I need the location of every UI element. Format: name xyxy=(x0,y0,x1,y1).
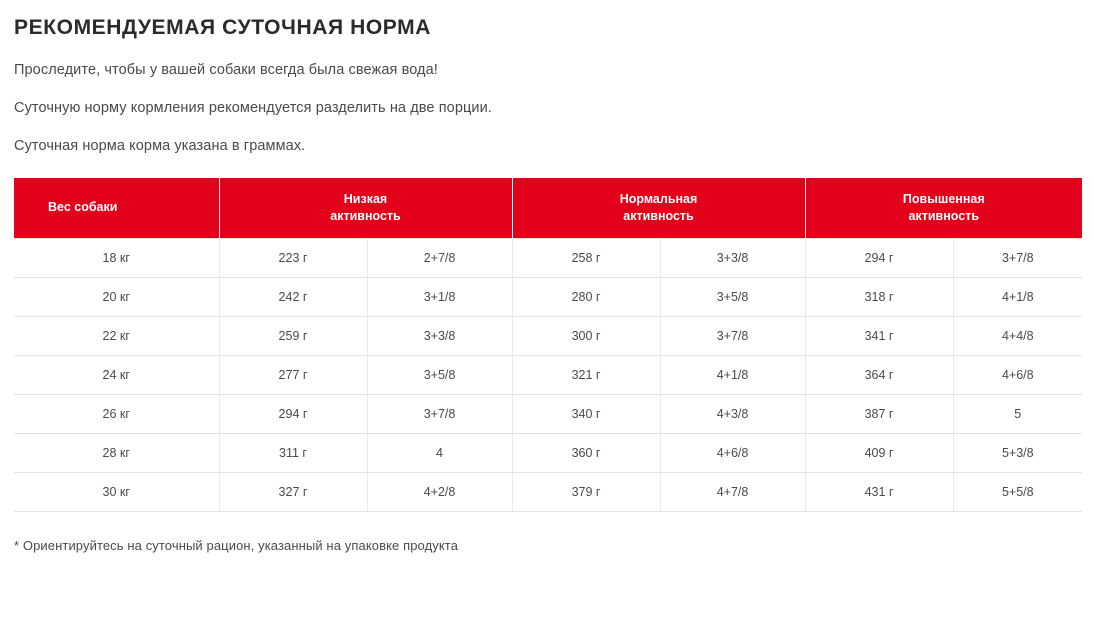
table-row xyxy=(14,355,1082,394)
cell-weight: 24 кг xyxy=(14,355,219,394)
page-title: РЕКОМЕНДУЕМАЯ СУТОЧНАЯ НОРМА xyxy=(14,16,431,39)
header-weight-label: Вес собаки xyxy=(48,200,118,215)
cell-weight: 30 кг xyxy=(14,472,219,511)
cell-high-grams: 294 г xyxy=(805,238,953,277)
cell-low-cups: 3+7/8 xyxy=(367,394,512,433)
cell-low-grams: 259 г xyxy=(219,316,367,355)
cell-normal-cups: 4+1/8 xyxy=(660,355,805,394)
cell-normal-cups: 4+3/8 xyxy=(660,394,805,433)
cell-weight: 18 кг xyxy=(14,238,219,277)
cell-low-cups: 3+1/8 xyxy=(367,277,512,316)
cell-normal-cups: 3+3/8 xyxy=(660,238,805,277)
header-high-activity xyxy=(805,178,1082,238)
cell-high-grams: 409 г xyxy=(805,433,953,472)
header-low-line2: активность xyxy=(330,208,401,223)
cell-normal-cups: 3+5/8 xyxy=(660,277,805,316)
cell-normal-grams: 379 г xyxy=(512,472,660,511)
header-normal-activity xyxy=(512,178,805,238)
header-low-activity xyxy=(219,178,512,238)
cell-normal-grams: 340 г xyxy=(512,394,660,433)
cell-low-grams: 242 г xyxy=(219,277,367,316)
feeding-norms-table xyxy=(14,178,1082,512)
intro-portions-note: Суточную норму кормления рекомендуется разделить на две порции. xyxy=(14,100,492,116)
header-weight xyxy=(14,178,219,238)
cell-high-cups: 5 xyxy=(953,394,1082,433)
cell-weight: 20 кг xyxy=(14,277,219,316)
cell-low-grams: 294 г xyxy=(219,394,367,433)
cell-high-grams: 364 г xyxy=(805,355,953,394)
cell-high-cups: 5+3/8 xyxy=(953,433,1082,472)
cell-low-cups: 4 xyxy=(367,433,512,472)
cell-normal-grams: 300 г xyxy=(512,316,660,355)
header-low-line1: Низкая xyxy=(343,192,388,206)
cell-weight: 28 кг xyxy=(14,433,219,472)
table-row xyxy=(14,394,1082,433)
cell-high-cups: 3+7/8 xyxy=(953,238,1082,277)
cell-weight: 22 кг xyxy=(14,316,219,355)
cell-low-cups: 3+5/8 xyxy=(367,355,512,394)
intro-grams-note: Суточная норма корма указана в граммах. xyxy=(14,138,306,154)
table-header xyxy=(14,178,1082,238)
intro-water-note: Проследите, чтобы у вашей собаки всегда была свежая вода! xyxy=(14,62,438,78)
table-row xyxy=(14,277,1082,316)
cell-low-grams: 327 г xyxy=(219,472,367,511)
cell-low-cups: 3+3/8 xyxy=(367,316,512,355)
table-row xyxy=(14,472,1082,511)
table-header-row xyxy=(14,178,1082,238)
cell-low-grams: 223 г xyxy=(219,238,367,277)
table-row xyxy=(14,316,1082,355)
header-high-line2: активность xyxy=(908,208,980,223)
cell-normal-grams: 258 г xyxy=(512,238,660,277)
table-row xyxy=(14,433,1082,472)
header-normal-line1: Нормальная xyxy=(619,192,698,206)
header-normal-line2: активность xyxy=(623,208,694,223)
cell-low-grams: 277 г xyxy=(219,355,367,394)
cell-high-grams: 387 г xyxy=(805,394,953,433)
cell-high-cups: 4+4/8 xyxy=(953,316,1082,355)
cell-high-grams: 318 г xyxy=(805,277,953,316)
cell-high-cups: 5+5/8 xyxy=(953,472,1082,511)
table-body xyxy=(14,238,1082,511)
cell-normal-grams: 321 г xyxy=(512,355,660,394)
cell-high-cups: 4+1/8 xyxy=(953,277,1082,316)
cell-high-cups: 4+6/8 xyxy=(953,355,1082,394)
cell-normal-cups: 4+6/8 xyxy=(660,433,805,472)
cell-normal-cups: 3+7/8 xyxy=(660,316,805,355)
cell-normal-cups: 4+7/8 xyxy=(660,472,805,511)
header-high-line1: Повышенная xyxy=(902,192,985,206)
cell-high-grams: 341 г xyxy=(805,316,953,355)
cell-normal-grams: 360 г xyxy=(512,433,660,472)
table-row xyxy=(14,238,1082,277)
cell-low-cups: 2+7/8 xyxy=(367,238,512,277)
cell-weight: 26 кг xyxy=(14,394,219,433)
cell-low-grams: 311 г xyxy=(219,433,367,472)
cell-high-grams: 431 г xyxy=(805,472,953,511)
cell-low-cups: 4+2/8 xyxy=(367,472,512,511)
footnote: * Ориентируйтесь на суточный рацион, указанный на упаковке продукта xyxy=(14,537,459,553)
cell-normal-grams: 280 г xyxy=(512,277,660,316)
